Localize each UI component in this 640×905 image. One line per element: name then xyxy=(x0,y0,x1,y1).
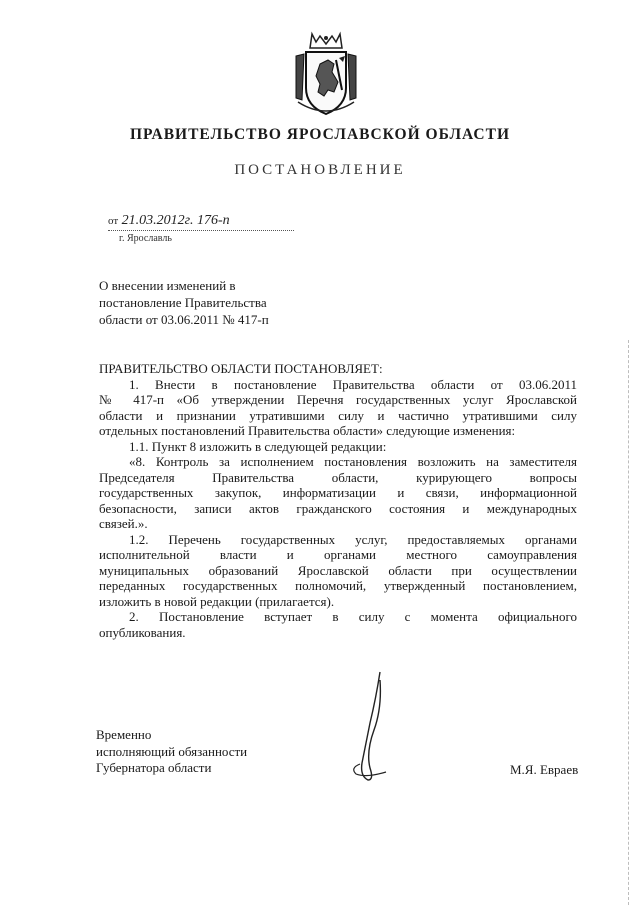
signatory-line: Временно xyxy=(96,727,152,742)
document-type: ПОСТАНОВЛЕНИЕ xyxy=(234,162,406,178)
coat-of-arms-icon xyxy=(290,30,362,122)
subject-line: области от 03.06.2011 № 417-п xyxy=(99,312,269,327)
subject-line: О внесении изменений в xyxy=(99,278,236,293)
date-underline xyxy=(108,230,294,231)
item-8-line: безопасности, записи актов гражданского состояния и международных xyxy=(99,500,577,516)
date-prefix: от xyxy=(108,215,119,227)
signatory-position xyxy=(96,727,247,777)
item-8-line: «8. Контроль за исполнением постановления возложить на заместителя xyxy=(129,454,577,469)
item-8-line: Председателя Правительства области, курирующего вопросы xyxy=(99,469,577,485)
government-title: ПРАВИТЕЛЬСТВО ЯРОСЛАВСКОЙ ОБЛАСТИ xyxy=(129,126,511,143)
document-date xyxy=(108,213,230,229)
handwritten-signature-icon xyxy=(340,668,410,788)
item-8-line: связей.». xyxy=(99,516,148,531)
subject-line: постановление Правительства xyxy=(99,295,267,310)
preamble: ПРАВИТЕЛЬСТВО ОБЛАСТИ ПОСТАНОВЛЯЕТ: xyxy=(99,361,383,376)
paragraph-1-2-line: исполнительной власти и органами местного самоуправления xyxy=(99,547,577,562)
city-label: г. Ярославль xyxy=(119,233,172,244)
paragraph-1-line: отдельных постановлений Правительства области» следующие изменения: xyxy=(99,423,516,438)
paragraph-2-line: опубликования. xyxy=(99,624,186,640)
document-body xyxy=(99,361,577,640)
signatory-name: М.Я. Евраев xyxy=(510,762,579,777)
signatory-line: исполняющий обязанности xyxy=(96,743,248,759)
paragraph-2-line: 2. Постановление вступает в силу с момента официального xyxy=(129,609,577,624)
margin-rule xyxy=(628,340,629,905)
handwritten-date: 21.03.2012г. 176-п xyxy=(121,213,230,228)
paragraph-1-line: 1. Внести в постановление Правительства области от 03.06.2011 xyxy=(129,376,577,392)
paragraph-1-2-line: изложить в новой редакции (прилагается). xyxy=(99,593,335,609)
paragraph-1-2-line: 1.2. Перечень государственных услуг, предоставляемых органами xyxy=(129,531,577,547)
item-8-line: государственных закупок, информатизации и связи, информационной xyxy=(99,485,577,500)
paragraph-1-2-line: переданных государственных полномочий, утвержденный постановлением, xyxy=(99,578,577,593)
paragraph-1-1: 1.1. Пункт 8 изложить в следующей редакции: xyxy=(129,438,387,454)
paragraph-1-line: области и признании утратившими силу и частично утратившими силу xyxy=(99,407,577,423)
signatory-line: Губернатора области xyxy=(96,760,212,775)
paragraph-1-2-line: муниципальных образований Ярославской области при осуществлении xyxy=(99,562,577,578)
paragraph-1-line: № 417-п «Об утверждении Перечня государственных услуг Ярославской xyxy=(99,392,577,407)
document-subject xyxy=(99,277,269,328)
